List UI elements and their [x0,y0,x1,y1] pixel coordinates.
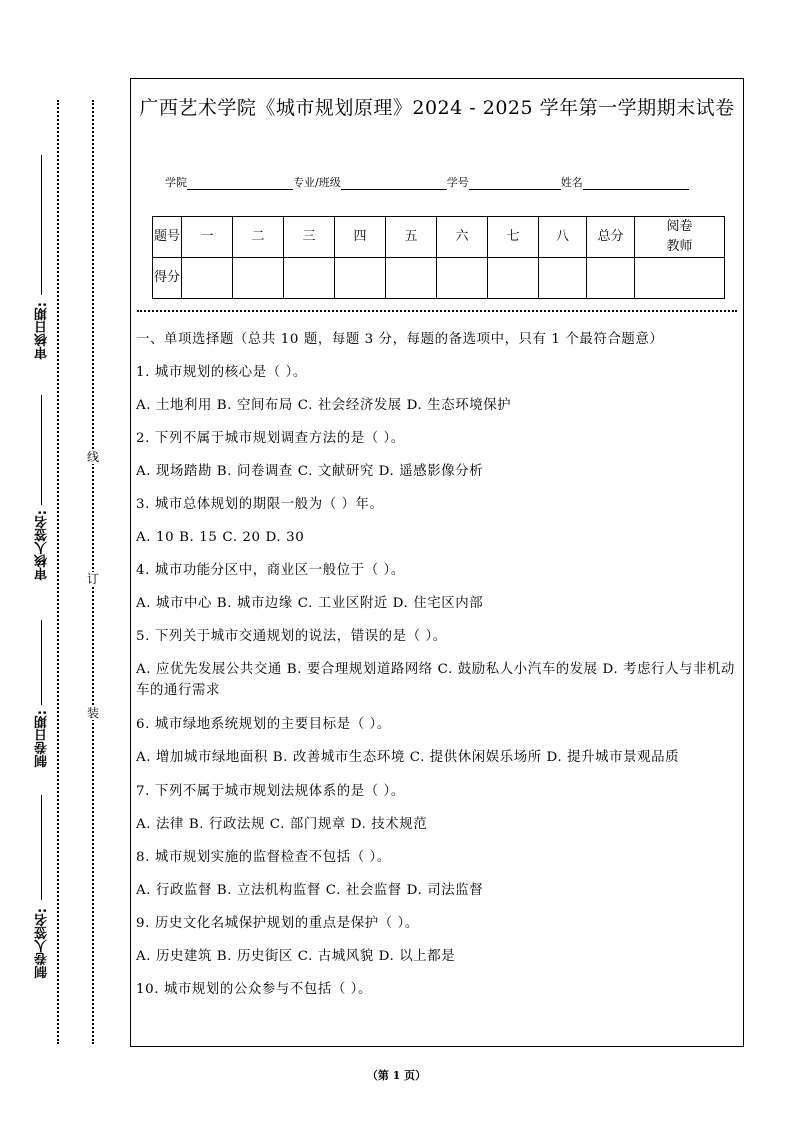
col-4: 四 [335,217,386,258]
question-2-options: A. 现场踏勘 B. 问卷调查 C. 文献研究 D. 遥感影像分析 [136,464,484,479]
score-cell[interactable] [182,258,233,299]
section-1 [136,329,740,1012]
col-2: 二 [233,217,284,258]
binding-dotted-line-outer [57,100,59,1044]
question-1-options: A. 土地利用 B. 空间布局 C. 社会经济发展 D. 生态环境保护 [136,398,512,413]
score-cell[interactable] [233,258,284,299]
maker-sign-line [41,795,42,900]
maker-sign-label: 制卷人签名: [35,908,50,979]
reviewer-date-label: 审核日期: [35,302,50,360]
col-3: 三 [284,217,335,258]
score-cell-total[interactable] [587,258,635,299]
binding-char-line: 线 [86,450,99,464]
college-field[interactable] [187,177,293,190]
score-cell[interactable] [539,258,587,299]
col-5: 五 [386,217,437,258]
exam-frame [130,78,744,1047]
binding-char-bind: 装 [86,706,99,720]
student-info-row [165,174,689,190]
question-10: 10. 城市规划的公众参与不包括（ ）。 [136,982,372,997]
question-2: 2. 下列不属于城市规划调查方法的是（ ）。 [136,431,405,446]
question-9-options: A. 历史建筑 B. 历史街区 C. 古城风貌 D. 以上都是 [136,949,456,964]
score-cell-grader[interactable] [635,258,725,299]
question-7-options: A. 法律 B. 行政法规 C. 部门规章 D. 技术规范 [136,817,428,832]
question-7: 7. 下列不属于城市规划法规体系的是（ ）。 [136,784,405,799]
name-field[interactable] [583,177,689,190]
maker-date-line [41,620,42,705]
score-cell[interactable] [437,258,488,299]
page-number: （第 1 页） [366,1069,427,1082]
question-9: 9. 历史文化名城保护规划的重点是保护（ ）。 [136,916,419,931]
score-cell[interactable] [335,258,386,299]
question-4: 4. 城市功能分区中，商业区一般位于（ ）。 [136,563,405,578]
maker-date-label: 制卷日期: [35,710,50,768]
score-cell[interactable] [488,258,539,299]
major-label: 专业/班级 [293,176,341,189]
question-3: 3. 城市总体规划的期限一般为（ ）年。 [136,497,384,512]
exam-title: 广西艺术学院《城市规划原理》2024 - 2025 学年第一学期期末试卷 [139,97,735,119]
reviewer-sign-label: 审核人签名: [35,510,50,581]
score-label: 得分 [153,258,182,299]
score-table [152,216,725,299]
question-5-options: A. 应优先发展公共交通 B. 要合理规划道路网络 C. 鼓励私人小汽车的发展 D. 考虑行人与非机动车的通行需求 [136,662,736,698]
student-id-field[interactable] [469,177,561,190]
question-6-options: A. 增加城市绿地面积 B. 改善城市生态环境 C. 提供休闲娱乐场所 D. 提升城市景观品质 [136,750,680,765]
score-cell[interactable] [284,258,335,299]
question-3-options: A. 10 B. 15 C. 20 D. 30 [136,530,305,545]
col-7: 七 [488,217,539,258]
reviewer-date-line [41,155,42,295]
reviewer-sign-line [41,395,42,505]
question-6: 6. 城市绿地系统规划的主要目标是（ ）。 [136,717,391,732]
college-label: 学院 [165,176,187,189]
score-table-header-row [153,217,725,258]
question-8-options: A. 行政监督 B. 立法机构监督 C. 社会监督 D. 司法监督 [136,883,484,898]
name-label: 姓名 [560,176,583,189]
student-id-label: 学号 [446,176,469,189]
col-6: 六 [437,217,488,258]
question-8: 8. 城市规划实施的监督检查不包括（ ）。 [136,850,391,865]
section-1-heading: 一、单项选择题（总共 10 题，每题 3 分，每题的备选项中，只有 1 个最符合题意） [136,332,664,347]
binding-char-order: 订 [86,572,99,586]
question-4-options: A. 城市中心 B. 城市边缘 C. 工业区附近 D. 住宅区内部 [136,596,484,611]
score-table-score-row [153,258,725,299]
question-no-label: 题号 [153,217,182,258]
separator-dotted-line [137,310,737,312]
major-field[interactable] [341,177,447,190]
col-grader: 阅卷教师 [635,217,725,258]
col-total: 总分 [587,217,635,258]
col-1: 一 [182,217,233,258]
col-8: 八 [539,217,587,258]
question-5: 5. 下列关于城市交通规划的说法，错误的是（ ）。 [136,629,447,644]
score-cell[interactable] [386,258,437,299]
question-1: 1. 城市规划的核心是（ ）。 [136,365,307,380]
